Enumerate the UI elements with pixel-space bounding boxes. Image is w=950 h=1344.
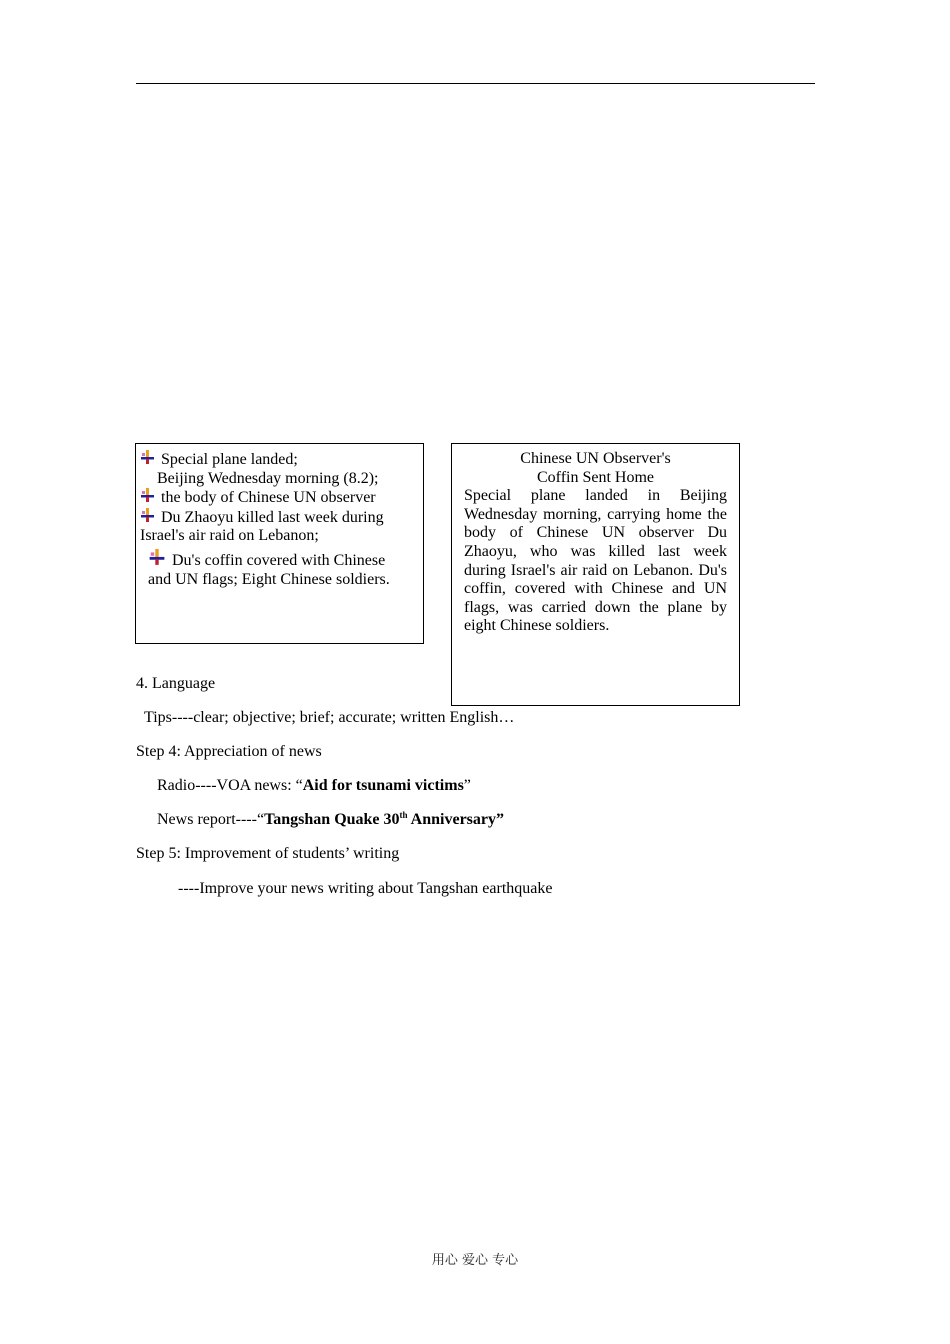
radio-prefix: Radio----VOA news: “ [157,777,303,794]
summary-line [140,450,413,470]
step4-heading: Step 4: Appreciation of news [136,743,322,760]
summary-line [140,488,413,508]
report-title-a: Tangshan Quake 30 [264,811,400,828]
news-report-line [157,810,504,830]
news-body: Special plane landed in Beijing Wednesday morning, carrying home the body of Chinese UN observer Du Zhaoyu, who was killed last week during Israel's air raid on Lebanon. Du's coffin, covered with Chinese and UN flags, was carried down the plane by eight Chinese soldiers. [464,487,727,635]
report-sup: th [399,810,408,820]
summary-line [140,571,413,590]
summary-text: Du Zhaoyu killed last week during [161,508,384,526]
news-headline [464,450,727,487]
summary-line [140,470,413,489]
summary-line [140,508,413,528]
report-prefix: News report----“ [157,811,265,828]
radio-line [157,776,471,796]
summary-line [140,527,413,546]
report-title-b: Anniversary” [407,811,504,828]
summary-text: Du's coffin covered with Chinese [172,551,386,569]
news-box [451,443,740,706]
report-title [264,811,504,828]
summary-text: Beijing Wednesday morning (8.2); [157,469,379,487]
step5-heading: Step 5: Improvement of students’ writing [136,845,400,862]
arrow-bullet-icon [140,450,155,465]
radio-title: Aid for tsunami victims [302,777,464,794]
summary-text: Special plane landed; [161,451,298,468]
radio-suffix: ” [463,777,471,794]
arrow-bullet-icon [140,488,155,503]
arrow-bullet-icon [140,508,155,523]
language-heading: 4. Language [136,675,216,692]
summary-line [140,549,413,571]
summary-box [135,443,424,644]
summary-text: and UN flags; Eight Chinese soldiers. [148,570,390,588]
summary-text: the body of Chinese UN observer [161,489,376,507]
arrow-bullet-icon [148,549,166,566]
news-headline-line: Coffin Sent Home [536,468,655,486]
header-rule [136,83,815,84]
improve-line: ----Improve your news writing about Tangshan earthquake [178,880,553,897]
summary-text: Israel's air raid on Lebanon; [140,527,319,545]
page-footer: 用心 爱心 专心 [431,1253,519,1268]
tips-line: Tips----clear; objective; brief; accurate; written English… [144,709,515,726]
news-headline-line: Chinese UN Observer's [520,450,671,467]
